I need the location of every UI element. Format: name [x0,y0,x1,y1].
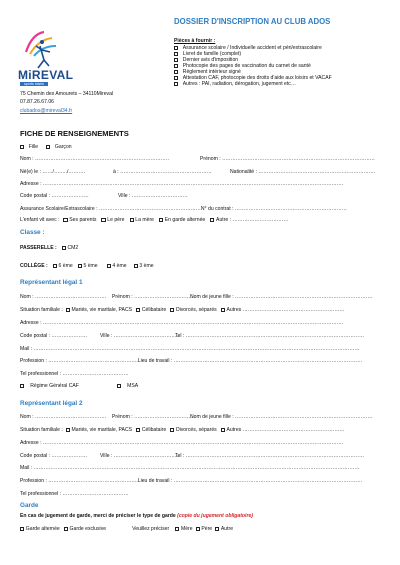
garde-section-title: Garde [20,502,39,509]
rep1-workphone-field[interactable]: Tel professionnel : ………………………………… [20,371,129,377]
rep2-married-label: Mariés, vie maritale, PACS [71,427,133,433]
fiche-title: FICHE DE RENSEIGNEMENTS [20,129,129,138]
rep1-address-field[interactable]: Adresse : …………………………………………………………………………………………………………………………………………………………… [20,320,344,326]
piece-label: Dernier avis d'imposition [182,57,239,63]
rep2-single-checkbox[interactable] [136,428,140,432]
logo-subtitle: sports loisirs [20,82,48,86]
child-birthplace-field[interactable]: à : ……………………………………………… [113,169,212,175]
rep2-postcode-field[interactable]: Code postal : ………………… [20,453,88,459]
logo-name: MiREVAL [18,68,74,82]
rep1-postcode-field[interactable]: Code postal : ………………… [20,333,88,339]
child-nationality-field[interactable]: Nationalité : …………………………………………………………… [230,169,376,175]
rep2-single-label: Célibataire [141,427,167,433]
rep2-mail-field[interactable]: Mail : ………………………………………………………………………………………………………………………………………………………………………… [20,465,360,471]
passerelle-label: PASSERELLE : [20,245,57,251]
cm2-checkbox[interactable] [62,246,66,250]
level-6-label: 6 ème [58,263,73,269]
garde-preciser-label: Veuillez préciser [132,526,170,532]
child-postcode-field[interactable]: Code postal : …………………. [20,193,89,199]
rep1-section-title: Représentant légal 1 [20,279,83,286]
rep1-prenom-field[interactable]: Prénom : ……………………………… [112,294,196,300]
college-row [20,263,154,269]
piece-checkbox[interactable] [174,46,178,50]
garde-type-row [20,526,233,532]
lives-alternate-checkbox[interactable] [159,218,163,222]
pieces-list [174,45,332,87]
garde-intro [20,513,253,519]
fille-label: Fille [28,144,39,150]
garcon-checkbox[interactable] [46,145,50,149]
piece-item [174,81,332,87]
piece-label: Règlement intérieur signé [182,69,241,75]
rep2-prenom-field[interactable]: Prénom : ……………………………… [112,414,196,420]
garde-alternee-label: Garde alternée [25,526,60,532]
rep1-divorced-checkbox[interactable] [170,308,174,312]
garde-pere-label: Père [201,526,213,532]
rep1-married-checkbox[interactable] [66,308,70,312]
level-3-label: 3 ème [139,263,154,269]
lives-other-label: Autre : …………………………… [216,217,289,223]
garcon-label: Garçon [54,144,72,150]
garde-mere-label: Mère [180,526,193,532]
rep2-divorced-label: Divorcés, séparés [175,427,217,433]
rep2-situation-row [20,427,345,433]
lives-father-label: Le père [107,217,125,223]
garde-alternee-checkbox[interactable] [20,527,24,531]
garde-pere-checkbox[interactable] [196,527,200,531]
club-logo [18,24,74,88]
piece-checkbox[interactable] [174,82,178,86]
rep1-single-checkbox[interactable] [136,308,140,312]
piece-label: Attestation CAF, photocopie des droits d'aide aux loisirs et VACAF [182,75,332,81]
garde-autre-checkbox[interactable] [215,527,219,531]
child-lives-with-row [20,217,289,223]
rep1-regime-row [20,383,138,389]
piece-label: Assurance scolaire / Individuelle accident et péri/extrascolaire [182,45,322,51]
garde-mere-checkbox[interactable] [175,527,179,531]
lives-with-label: L'enfant vit avec : [20,217,60,223]
child-city-field[interactable]: Ville : …………………………… [118,193,188,199]
level-5-label: 5 ème [83,263,98,269]
classe-section-title: Classe : [20,229,45,236]
rep2-phone-field[interactable]: Tel : …………………………………………………………………………………………… [175,453,365,459]
garde-autre-label: Autre [220,526,234,532]
rep2-situation-label: Situation familiale : [20,427,63,433]
passerelle-row [20,245,78,251]
lives-mother-checkbox[interactable] [130,218,134,222]
cm2-label: CM2 [67,245,79,251]
rep1-other-label: Autres …………………………………………………… [226,307,345,313]
level-5-checkbox[interactable] [78,264,82,268]
rep1-city-field[interactable]: Ville : ………………………………… [100,333,180,339]
rep2-divorced-checkbox[interactable] [170,428,174,432]
garde-exclusive-label: Garde exclusive [69,526,107,532]
lives-alternate-label: En garde alternée [164,217,206,223]
child-birthdate-field[interactable]: Né(e) le : ……/……../………. [20,169,86,175]
rep1-phone-field[interactable]: Tel : …………………………………………………………………………………………… [175,333,365,339]
garde-intro-text: En cas de jugement de garde, merci de préciser le type de garde [20,513,176,519]
regime-msa-label: MSA [127,383,139,389]
garde-note: (copie du jugement obligatoire) [177,513,253,519]
child-prenom-field[interactable]: Prénom : ……………………………………………………………………………… [200,156,375,162]
sexe-row [20,144,72,150]
rep1-nom-field[interactable]: Nom : …………………………………… [20,294,107,300]
rep1-profession-field[interactable]: Profession : ……………………………………………..Lieu de travail : ………………………………………………………………………………………………… [20,358,363,364]
lives-parents-label: Ses parents [69,217,97,223]
piece-checkbox[interactable] [174,64,178,68]
rep2-section-title: Représentant légal 2 [20,400,83,407]
rep2-other-label: Autres …………………………………………………… [226,427,345,433]
page-title: DOSSIER D'INSCRIPTION AU CLUB ADOS [174,17,331,26]
lives-other-checkbox[interactable] [210,218,214,222]
lives-mother-label: La mère [135,217,154,223]
piece-label: Photocopie des pages de vaccination du carnet de santé [182,63,311,69]
rep2-workphone-field[interactable]: Tel professionnel : ………………………………… [20,491,129,497]
piece-checkbox[interactable] [174,58,178,62]
level-4-label: 4 ème [112,263,127,269]
rep1-situation-label: Situation familiale : [20,307,63,313]
college-label: COLLÈGE : [20,263,48,269]
rep1-single-label: Célibataire [141,307,167,313]
rep2-maiden-field[interactable]: Nom de jeune fille : ……………………………………………………………………… [190,414,373,420]
child-address-field[interactable]: Adresse : …………………………………………………………………………………………………………………………………………………………… [20,181,344,187]
club-email-link[interactable]: clubados@mireval34.fr [20,108,73,114]
rep1-situation-row [20,307,345,313]
rep1-mail-field[interactable]: Mail : ………………………………………………………………………………………………………………………………………………………………………… [20,346,360,352]
rep1-divorced-label: Divorcés, séparés [175,307,217,313]
level-6-checkbox[interactable] [53,264,57,268]
level-4-checkbox[interactable] [107,264,111,268]
rep1-married-label: Mariés, vie maritale, PACS [71,307,133,313]
rep2-address-field[interactable]: Adresse : …………………………………………………………………………………………………………………………………………………………… [20,440,344,446]
piece-checkbox[interactable] [174,76,178,80]
piece-checkbox[interactable] [174,52,178,56]
regime-caf-checkbox[interactable] [20,384,24,388]
piece-label: Livret de famille (complet) [182,51,242,57]
piece-label: Autres : PAI, radiation, dérogation, jugement etc… [182,81,296,87]
lives-father-checkbox[interactable] [101,218,105,222]
rep1-other-checkbox[interactable] [221,308,225,312]
lives-parents-checkbox[interactable] [63,218,67,222]
rep2-profession-field[interactable]: Profession : ……………………………………………..Lieu de travail : ………………………………………………………………………………………………… [20,478,363,484]
rep1-maiden-field[interactable]: Nom de jeune fille : ……………………………………………………………………… [190,294,373,300]
level-3-checkbox[interactable] [134,264,138,268]
child-insurance-field[interactable]: Assurance Scolaire/Extrascolaire : ……………………………………………………N° du contrat : ………………………………………………………… [20,206,347,212]
child-nom-field[interactable]: Nom : ……………………………………………………………………. [20,156,169,162]
piece-checkbox[interactable] [174,70,178,74]
pieces-title: Pièces à fournir : [174,38,216,44]
rep2-married-checkbox[interactable] [66,428,70,432]
rep2-city-field[interactable]: Ville : ………………………………… [100,453,180,459]
regime-caf-label: Régime Général CAF [30,383,79,389]
rep2-other-checkbox[interactable] [221,428,225,432]
regime-msa-checkbox[interactable] [117,384,121,388]
club-address: 75 Chemin des Amourets – 34110Mireval [20,91,114,97]
rep2-nom-field[interactable]: Nom : …………………………………… [20,414,107,420]
fille-checkbox[interactable] [20,145,24,149]
garde-exclusive-checkbox[interactable] [64,527,68,531]
club-phone: 07.87.26.67.06 [20,99,54,105]
